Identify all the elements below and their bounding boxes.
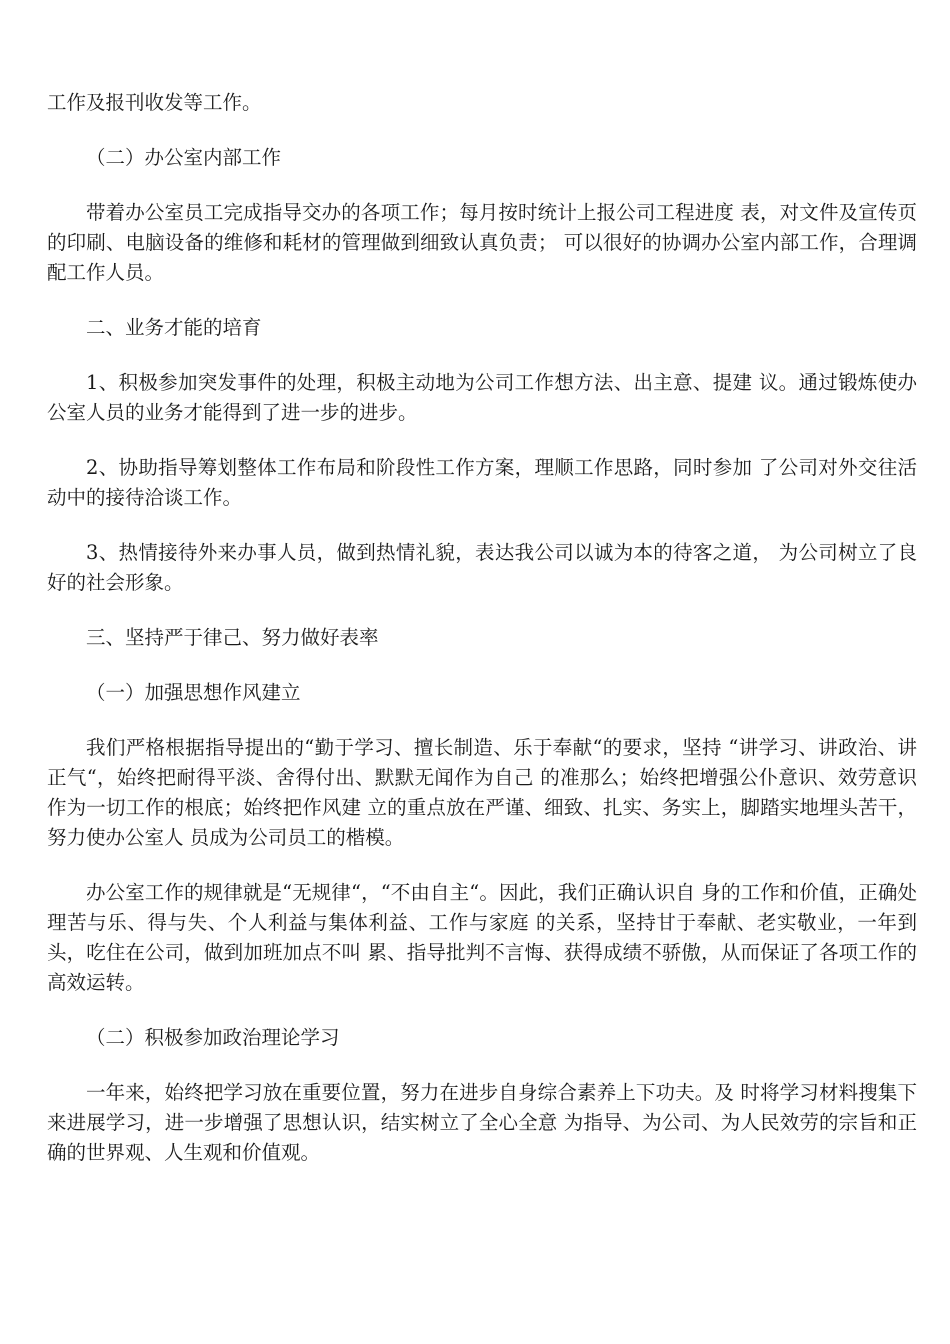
section-subheading-ideology: （一）加强思想作风建立 xyxy=(86,681,301,704)
paragraph: 3、热情接待外来办事人员，做到热情礼貌，表达我公司以诚为本的待客之道， 为公司树立了良好的社会形象。 xyxy=(47,541,917,594)
paragraph: 办公室工作的规律就是“无规律“，“不由自主“。因此，我们正确认识自 身的工作和价值，正确处理苦与乐、得与失、个人利益与集体利益、工作与家庭 的关系，坚持甘于奉献、老实敬业，一年到头，吃住在公司，做到加班加点不叫 累、指导批判不言悔、获得成绩不骄傲，从而保证了各项工作的高效运转。 xyxy=(47,881,917,994)
section-heading-business-skills: 二、业务才能的培育 xyxy=(86,316,262,339)
paragraph: 我们严格根据指导提出的“勤于学习、擅长制造、乐于奉献“的要求，坚持 “讲学习、讲政治、讲正气“，始终把耐得平淡、舍得付出、默默无闻作为自己 的准那么；始终把增强公仆意识、效劳意识作为一切工作的根底；始终把作风建 立的重点放在严谨、细致、扎实、务实上，脚踏实地埋头苦干，努力使办公室人 员成为公司员工的楷模。 xyxy=(47,736,917,849)
section-subheading-office-internal: （二）办公室内部工作 xyxy=(86,146,282,169)
document-page xyxy=(47,88,917,1193)
paragraph: 带着办公室员工完成指导交办的各项工作；每月按时统计上报公司工程进度 表，对文件及宣传页的印刷、电脑设备的维修和耗材的管理做到细致认真负责； 可以很好的协调办公室内部工作，合理调配工作人员。 xyxy=(47,201,917,284)
paragraph: 1、积极参加突发事件的处理，积极主动地为公司工作想方法、出主意、提建 议。通过锻炼使办公室人员的业务才能得到了进一步的进步。 xyxy=(47,371,917,424)
paragraph: 一年来，始终把学习放在重要位置，努力在进步自身综合素养上下功夫。及 时将学习材料搜集下来进展学习，进一步增强了思想认识，结实树立了全心全意 为指导、为公司、为人民效劳的宗旨和正确的世界观、人生观和价值观。 xyxy=(47,1081,917,1164)
paragraph: 2、协助指导筹划整体工作布局和阶段性工作方案，理顺工作思路，同时参加 了公司对外交往活动中的接待洽谈工作。 xyxy=(47,456,917,509)
section-subheading-political-theory: （二）积极参加政治理论学习 xyxy=(86,1026,340,1049)
paragraph-continuation: 工作及报刊收发等工作。 xyxy=(47,91,262,114)
section-heading-self-discipline: 三、坚持严于律己、努力做好表率 xyxy=(86,626,379,649)
